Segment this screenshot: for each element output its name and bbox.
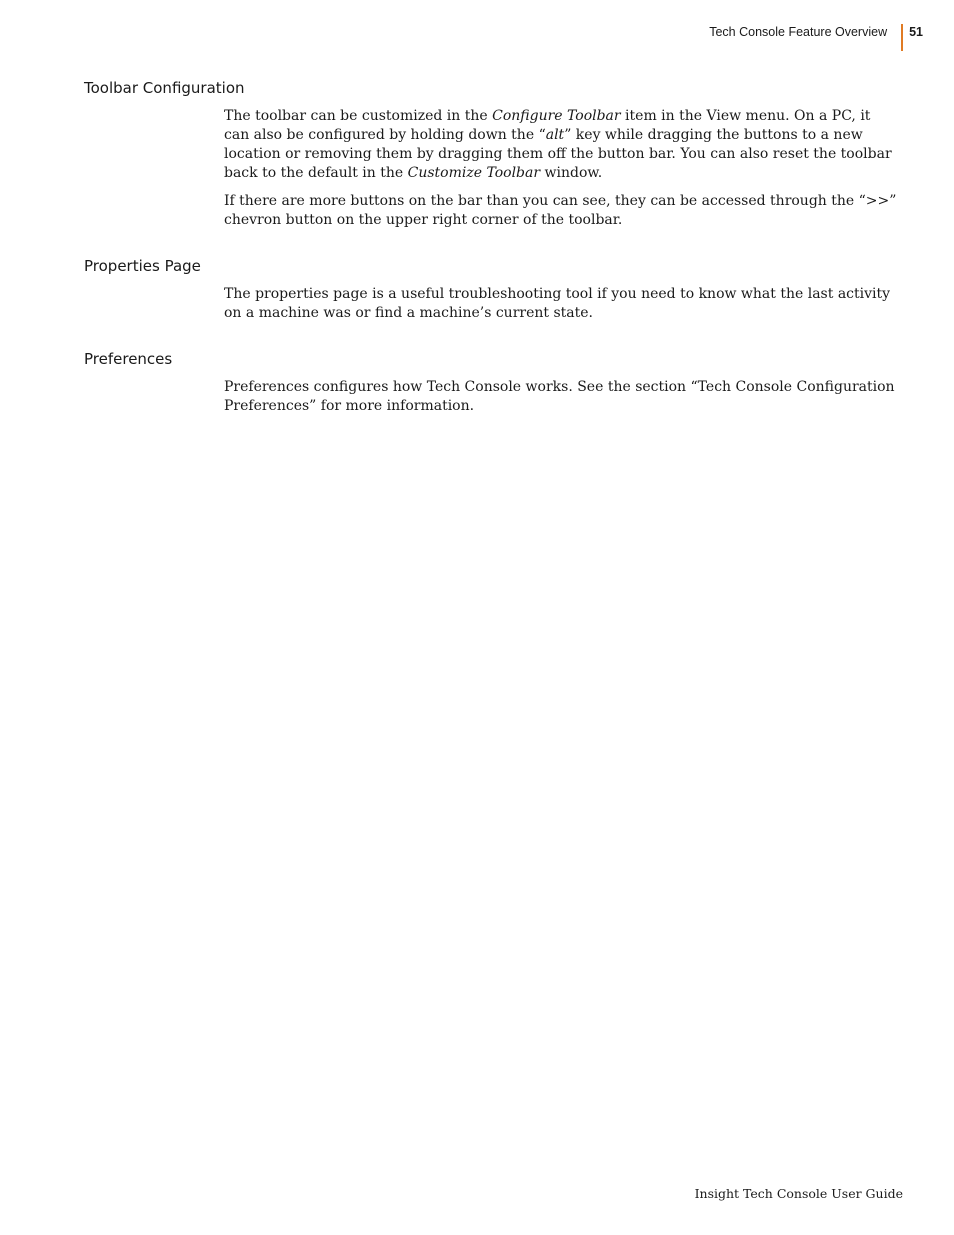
text-run: item in the View menu. On a PC, it can also be configured by holding down the “ <box>224 108 871 143</box>
paragraph: The properties page is a useful troubleshooting tool if you need to know what the last activity on a machine was or find a machine’s current state. <box>224 286 891 321</box>
section-heading: Properties Page <box>84 257 201 275</box>
text-run: window. <box>540 165 603 181</box>
section-body <box>224 378 899 416</box>
section-body <box>224 285 899 323</box>
text-run: The toolbar can be customized in the <box>224 108 493 124</box>
paragraph: If there are more buttons on the bar than you can see, they can be accessed through the “>>” chevron button on the upper right corner of the toolbar. <box>224 193 897 228</box>
section-properties-page <box>84 257 904 332</box>
running-header <box>709 24 923 51</box>
section-toolbar-configuration <box>84 79 904 239</box>
italic-term: alt <box>545 127 565 143</box>
running-footer: Insight Tech Console User Guide <box>694 1186 903 1201</box>
italic-term: Customize Toolbar <box>407 165 541 181</box>
section-body <box>224 107 899 230</box>
section-preferences <box>84 350 904 425</box>
text-run: ” key while dragging the buttons to a new location or removing them by dragging them off the button bar. You can also reset the toolbar back to the default in the <box>224 127 892 181</box>
italic-term: Configure Toolbar <box>492 108 621 124</box>
paragraph: Preferences configures how Tech Console works. See the section “Tech Console Configuration Preferences” for more information. <box>224 379 895 414</box>
section-heading: Toolbar Configuration <box>84 79 245 97</box>
chapter-title: Tech Console Feature Overview <box>709 25 888 39</box>
page-number: 51 <box>909 25 923 39</box>
paragraph <box>224 107 899 183</box>
section-heading: Preferences <box>84 350 173 368</box>
